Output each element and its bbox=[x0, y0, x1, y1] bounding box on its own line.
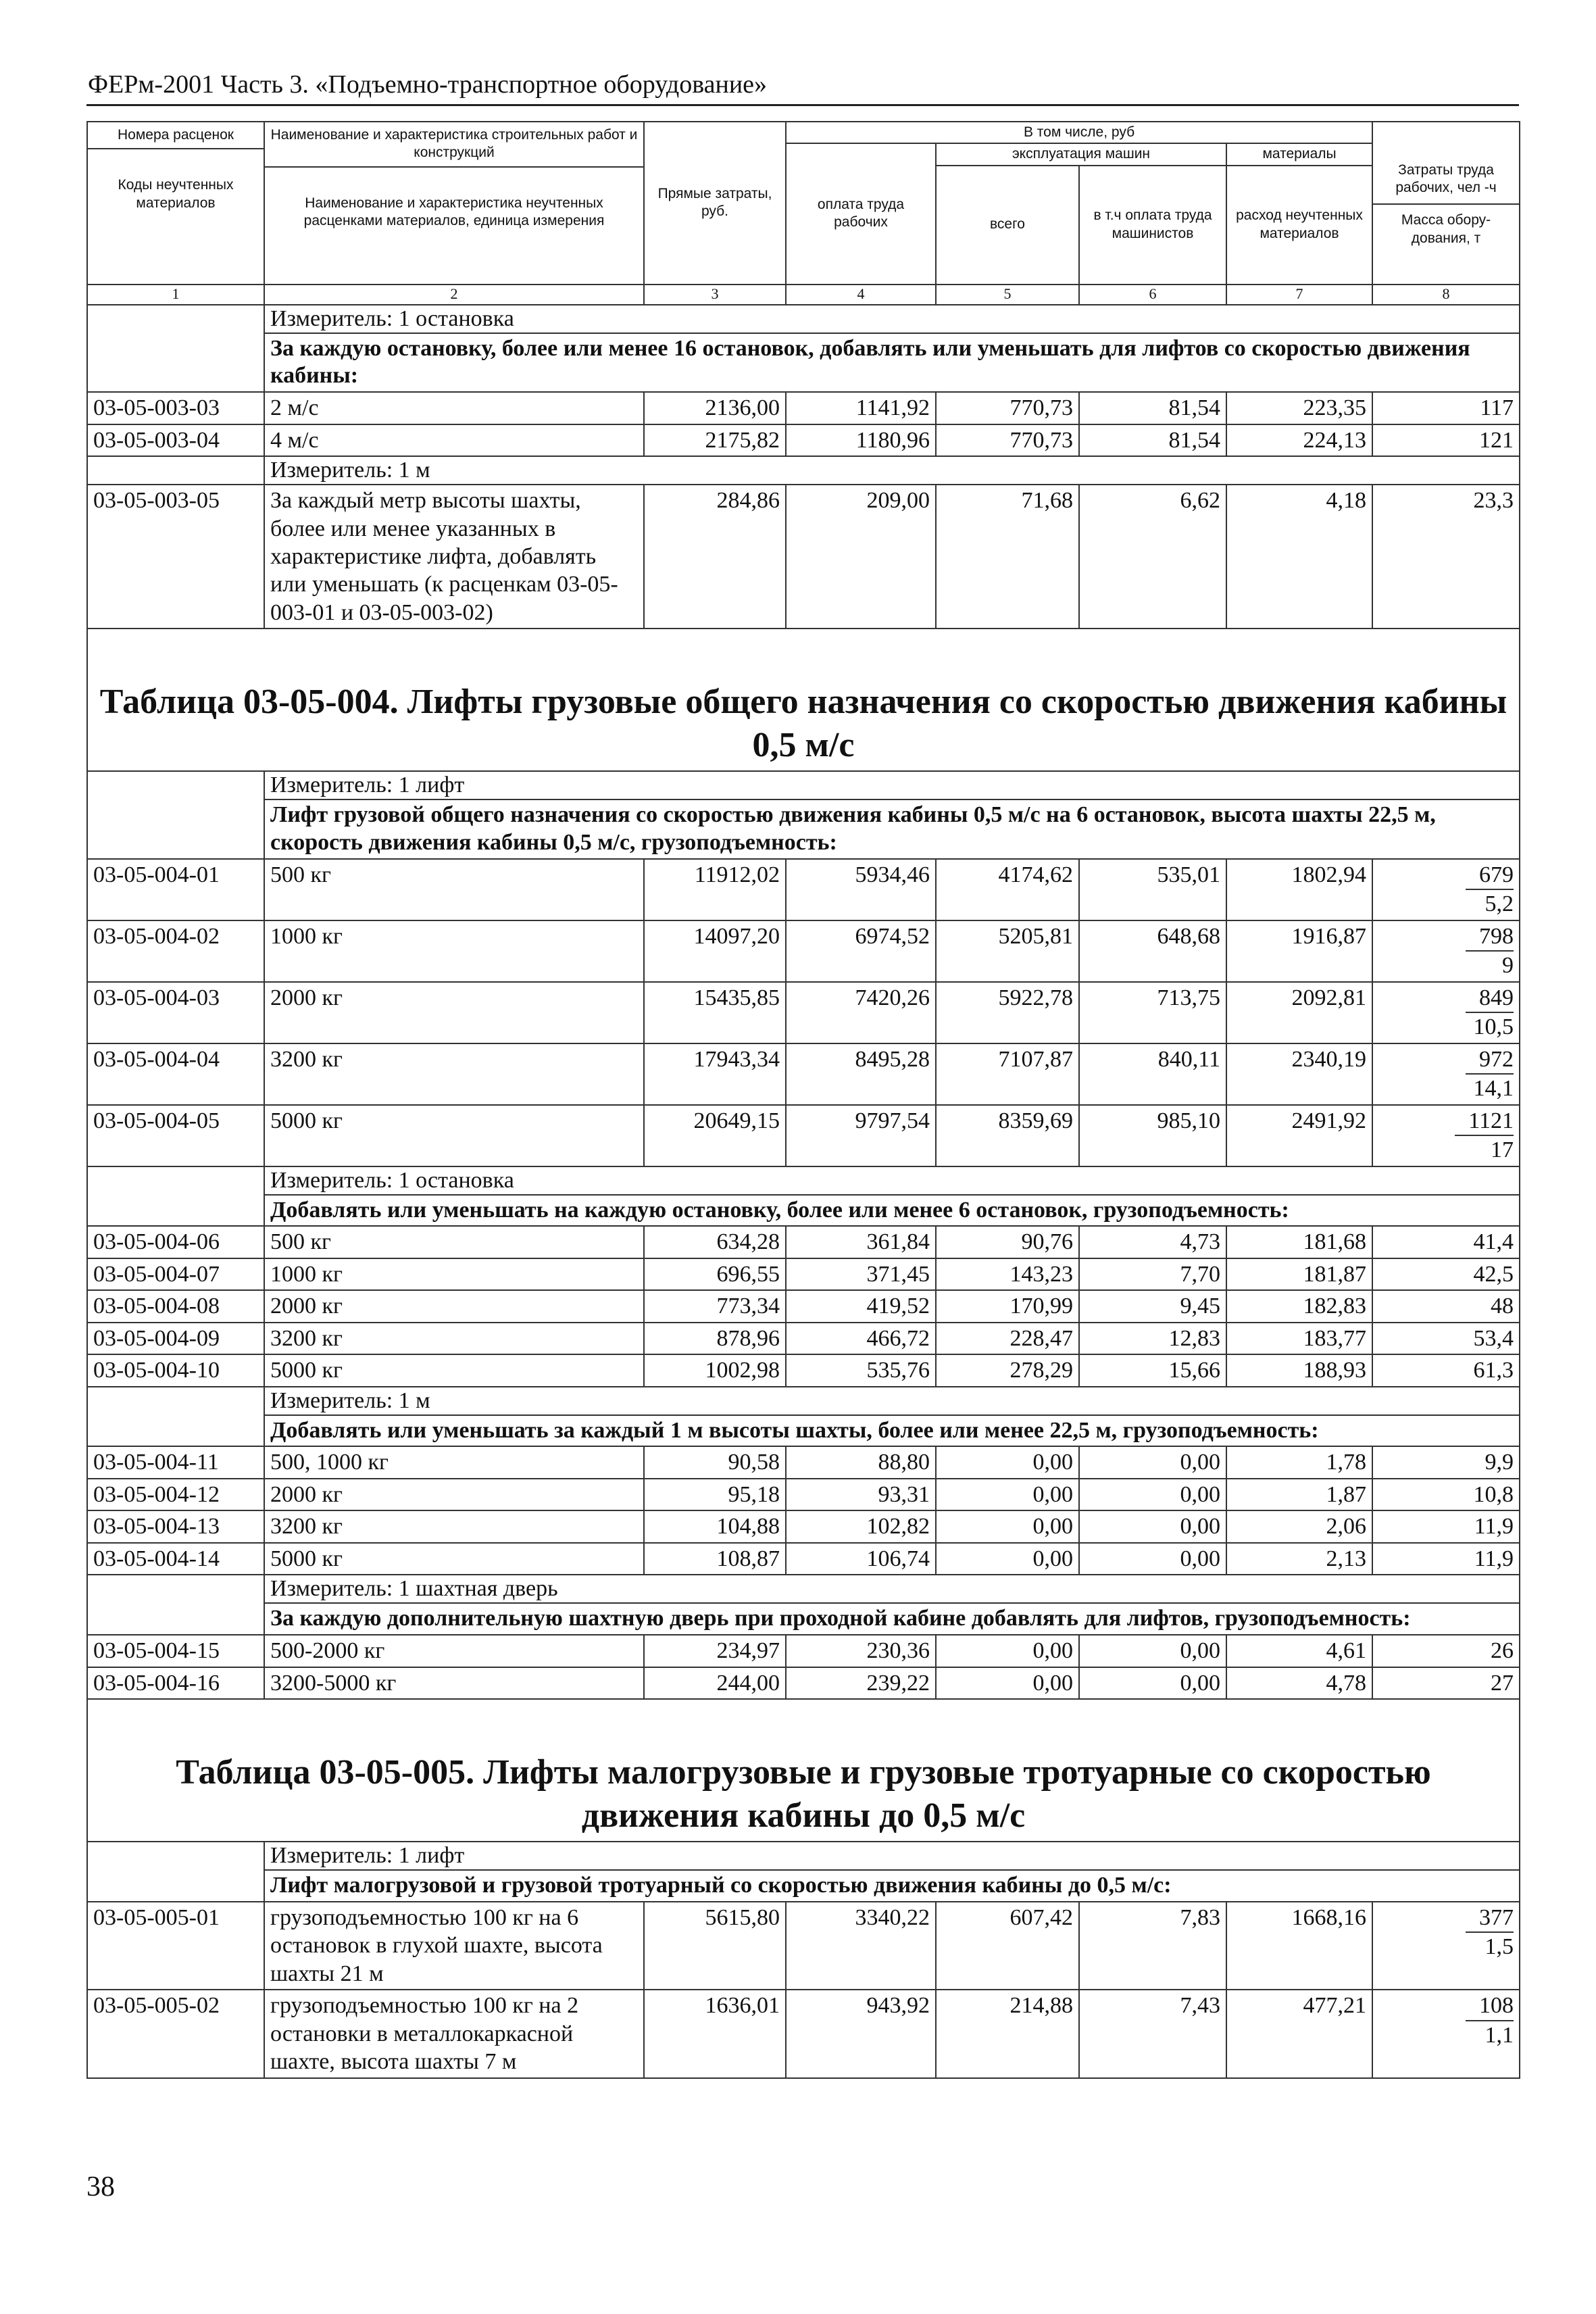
labor-hours: 108 bbox=[1466, 1992, 1514, 2021]
equipment-mass: 5,2 bbox=[1485, 891, 1514, 917]
work-name: 5000 кг bbox=[264, 1543, 644, 1575]
machine-cost: 607,42 bbox=[936, 1902, 1079, 1990]
col3-header: Прямые затраты, руб. bbox=[644, 122, 786, 285]
machinist-pay: 985,10 bbox=[1079, 1105, 1226, 1166]
machinist-pay: 12,83 bbox=[1079, 1323, 1226, 1354]
direct-cost: 244,00 bbox=[644, 1667, 786, 1699]
section-description: За каждую дополнительную шахтную дверь при проходной кабине добавлять для лифтов, грузоподъемность: bbox=[264, 1603, 1520, 1635]
col2-header-bottom: Наименование и характеристика неучтенных расценками материалов, единица измерения bbox=[303, 195, 605, 228]
machine-group-header: эксплуатация машин bbox=[936, 143, 1226, 165]
materials-cost: 223,35 bbox=[1226, 392, 1372, 424]
labor-pay: 209,00 bbox=[786, 485, 936, 629]
labor-hours: 11,9 bbox=[1372, 1510, 1520, 1542]
direct-cost: 15435,85 bbox=[644, 982, 786, 1043]
machine-cost: 0,00 bbox=[936, 1479, 1079, 1510]
materials-unaccounted-header: расход неучтенных материалов bbox=[1226, 166, 1372, 285]
table-row bbox=[87, 1354, 1520, 1386]
rate-code: 03-05-004-06 bbox=[87, 1226, 264, 1258]
rate-code: 03-05-004-13 bbox=[87, 1510, 264, 1542]
materials-cost: 4,18 bbox=[1226, 485, 1372, 629]
labor-hours: 9,9 bbox=[1372, 1446, 1520, 1478]
rate-code: 03-05-004-08 bbox=[87, 1290, 264, 1322]
equipment-mass: 1,5 bbox=[1485, 1934, 1514, 1960]
labor-mass-cell bbox=[1372, 920, 1520, 982]
rates-table bbox=[86, 121, 1520, 2079]
measure-label: Измеритель: 1 остановка bbox=[264, 1166, 1520, 1195]
materials-cost: 183,77 bbox=[1226, 1323, 1372, 1354]
rate-code: 03-05-004-09 bbox=[87, 1323, 264, 1354]
materials-cost: 2,13 bbox=[1226, 1543, 1372, 1575]
equipment-mass: 14,1 bbox=[1473, 1076, 1514, 1102]
col2-header-top: Наименование и характеристика строительных работ и конструкций bbox=[265, 122, 643, 168]
colnum-3: 3 bbox=[644, 285, 786, 305]
direct-cost: 1002,98 bbox=[644, 1354, 786, 1386]
machinist-pay: 0,00 bbox=[1079, 1510, 1226, 1542]
machinist-pay: 9,45 bbox=[1079, 1290, 1226, 1322]
machinist-pay: 0,00 bbox=[1079, 1635, 1226, 1667]
labor-pay: 1180,96 bbox=[786, 424, 936, 456]
machinist-pay: 0,00 bbox=[1079, 1543, 1226, 1575]
table-row bbox=[87, 1543, 1520, 1575]
work-name: 500 кг bbox=[264, 859, 644, 920]
table-row bbox=[87, 1479, 1520, 1510]
col8-header bbox=[1372, 122, 1520, 285]
labor-pay: 8495,28 bbox=[786, 1043, 936, 1105]
section-description: Лифт малогрузовой и грузовой тротуарный со скоростью движения кабины до 0,5 м/с: bbox=[264, 1870, 1520, 1902]
work-name: грузоподъемностью 100 кг на 6 остановок в глухой шахте, высота шахты 21 м bbox=[264, 1902, 644, 1990]
machine-cost: 4174,62 bbox=[936, 859, 1079, 920]
work-name: 2000 кг bbox=[264, 982, 644, 1043]
machine-cost: 0,00 bbox=[936, 1667, 1079, 1699]
direct-cost: 17943,34 bbox=[644, 1043, 786, 1105]
direct-cost: 2136,00 bbox=[644, 392, 786, 424]
labor-hours: 61,3 bbox=[1372, 1354, 1520, 1386]
labor-hours: 798 bbox=[1466, 922, 1514, 952]
machinist-pay: 4,73 bbox=[1079, 1226, 1226, 1258]
labor-hours: 11,9 bbox=[1372, 1543, 1520, 1575]
labor-mass-cell bbox=[1372, 982, 1520, 1043]
direct-cost: 90,58 bbox=[644, 1446, 786, 1478]
labor-mass-cell bbox=[1372, 859, 1520, 920]
machine-cost: 8359,69 bbox=[936, 1105, 1079, 1166]
machinist-pay: 0,00 bbox=[1079, 1446, 1226, 1478]
including-header: В том числе, руб bbox=[786, 122, 1372, 143]
machine-cost: 0,00 bbox=[936, 1543, 1079, 1575]
table-row bbox=[87, 1635, 1520, 1667]
labor-mass-cell bbox=[1372, 1105, 1520, 1166]
materials-cost: 1,78 bbox=[1226, 1446, 1372, 1478]
rate-code: 03-05-004-05 bbox=[87, 1105, 264, 1166]
labor-hours: 23,3 bbox=[1372, 485, 1520, 629]
mass-header: Масса обору- дования, т bbox=[1401, 212, 1491, 246]
measure-label: Измеритель: 1 лифт bbox=[264, 1842, 1520, 1870]
work-name: За каждый метр высоты шахты, более или менее указанных в характеристике лифта, добавлять или уменьшать (к расценкам 03-05-003-01 и 03-05-003-02) bbox=[264, 485, 644, 629]
labor-hours: 1121 bbox=[1455, 1107, 1514, 1136]
direct-cost: 1636,01 bbox=[644, 1990, 786, 2077]
work-name: 1000 кг bbox=[264, 1258, 644, 1290]
rate-code: 03-05-004-07 bbox=[87, 1258, 264, 1290]
machinist-pay: 713,75 bbox=[1079, 982, 1226, 1043]
work-name: 3200 кг bbox=[264, 1043, 644, 1105]
direct-cost: 14097,20 bbox=[644, 920, 786, 982]
machine-cost: 0,00 bbox=[936, 1446, 1079, 1478]
work-name: 5000 кг bbox=[264, 1354, 644, 1386]
work-name: 500-2000 кг bbox=[264, 1635, 644, 1667]
labor-hours: 972 bbox=[1466, 1045, 1514, 1075]
work-name: грузоподъемностью 100 кг на 2 остановки в металлокаркасной шахте, высота шахты 7 м bbox=[264, 1990, 644, 2077]
table-row bbox=[87, 1226, 1520, 1258]
machine-cost: 770,73 bbox=[936, 392, 1079, 424]
labor-hours: 10,8 bbox=[1372, 1479, 1520, 1510]
labor-pay: 361,84 bbox=[786, 1226, 936, 1258]
direct-cost: 234,97 bbox=[644, 1635, 786, 1667]
table-title: Таблица 03-05-005. Лифты малогрузовые и грузовые тротуарные со скоростью движения кабины до 0,5 м/с bbox=[87, 1743, 1520, 1842]
work-name: 1000 кг bbox=[264, 920, 644, 982]
machinist-pay: 0,00 bbox=[1079, 1667, 1226, 1699]
machine-cost: 228,47 bbox=[936, 1323, 1079, 1354]
colnum-1: 1 bbox=[87, 285, 264, 305]
rate-code: 03-05-005-02 bbox=[87, 1990, 264, 2077]
machine-cost: 5922,78 bbox=[936, 982, 1079, 1043]
machinist-pay: 648,68 bbox=[1079, 920, 1226, 982]
labor-hours: 121 bbox=[1372, 424, 1520, 456]
work-name: 3200 кг bbox=[264, 1323, 644, 1354]
labor-pay: 943,92 bbox=[786, 1990, 936, 2077]
machine-cost: 143,23 bbox=[936, 1258, 1079, 1290]
table-row bbox=[87, 1902, 1520, 1990]
rate-code: 03-05-004-16 bbox=[87, 1667, 264, 1699]
work-name: 3200 кг bbox=[264, 1510, 644, 1542]
machine-cost: 170,99 bbox=[936, 1290, 1079, 1322]
labor-hours: 377 bbox=[1466, 1904, 1514, 1933]
labor-cost-header: Затраты труда рабочих, чел -ч bbox=[1373, 152, 1519, 205]
direct-cost: 284,86 bbox=[644, 485, 786, 629]
materials-cost: 4,78 bbox=[1226, 1667, 1372, 1699]
labor-pay: 419,52 bbox=[786, 1290, 936, 1322]
rate-code: 03-05-004-12 bbox=[87, 1479, 264, 1510]
direct-cost: 2175,82 bbox=[644, 424, 786, 456]
col1-header bbox=[87, 122, 264, 285]
equipment-mass: 10,5 bbox=[1473, 1014, 1514, 1040]
machine-cost: 7107,87 bbox=[936, 1043, 1079, 1105]
table-title: Таблица 03-05-004. Лифты грузовые общего назначения со скоростью движения кабины 0,5 м/с bbox=[87, 672, 1520, 771]
colnum-4: 4 bbox=[786, 285, 936, 305]
labor-pay: 93,31 bbox=[786, 1479, 936, 1510]
labor-hours: 679 bbox=[1466, 861, 1514, 890]
machinist-pay: 15,66 bbox=[1079, 1354, 1226, 1386]
table-row bbox=[87, 424, 1520, 456]
rate-code: 03-05-003-04 bbox=[87, 424, 264, 456]
labor-pay-header: оплата труда рабочих bbox=[786, 143, 936, 284]
materials-cost: 1916,87 bbox=[1226, 920, 1372, 982]
table-row bbox=[87, 1990, 1520, 2077]
labor-pay: 3340,22 bbox=[786, 1902, 936, 1990]
labor-hours: 48 bbox=[1372, 1290, 1520, 1322]
work-name: 4 м/с bbox=[264, 424, 644, 456]
rate-code: 03-05-004-04 bbox=[87, 1043, 264, 1105]
colnum-8: 8 bbox=[1372, 285, 1520, 305]
machinist-pay: 81,54 bbox=[1079, 392, 1226, 424]
materials-cost: 2,06 bbox=[1226, 1510, 1372, 1542]
colnum-2: 2 bbox=[264, 285, 644, 305]
measure-label: Измеритель: 1 м bbox=[264, 456, 1520, 485]
materials-cost: 1,87 bbox=[1226, 1479, 1372, 1510]
materials-cost: 1802,94 bbox=[1226, 859, 1372, 920]
machine-cost: 5205,81 bbox=[936, 920, 1079, 982]
machinist-pay: 535,01 bbox=[1079, 859, 1226, 920]
labor-pay: 7420,26 bbox=[786, 982, 936, 1043]
labor-hours: 849 bbox=[1466, 984, 1514, 1013]
work-name: 500 кг bbox=[264, 1226, 644, 1258]
colnum-6: 6 bbox=[1079, 285, 1226, 305]
work-name: 2 м/с bbox=[264, 392, 644, 424]
direct-cost: 5615,80 bbox=[644, 1902, 786, 1990]
table-row bbox=[87, 1043, 1520, 1105]
machine-total-header: всего bbox=[936, 166, 1079, 285]
materials-cost: 477,21 bbox=[1226, 1990, 1372, 2077]
machine-cost: 71,68 bbox=[936, 485, 1079, 629]
rate-code: 03-05-004-15 bbox=[87, 1635, 264, 1667]
labor-pay: 239,22 bbox=[786, 1667, 936, 1699]
materials-cost: 224,13 bbox=[1226, 424, 1372, 456]
measure-label: Измеритель: 1 м bbox=[264, 1387, 1520, 1415]
column-number-row bbox=[87, 285, 1520, 305]
direct-cost: 634,28 bbox=[644, 1226, 786, 1258]
table-row bbox=[87, 1290, 1520, 1322]
work-name: 500, 1000 кг bbox=[264, 1446, 644, 1478]
equipment-mass: 17 bbox=[1491, 1137, 1514, 1163]
measure-label: Измеритель: 1 остановка bbox=[264, 305, 1520, 333]
work-name: 2000 кг bbox=[264, 1479, 644, 1510]
section-description: Добавлять или уменьшать на каждую остановку, более или менее 6 остановок, грузоподъемность: bbox=[264, 1195, 1520, 1227]
colnum-5: 5 bbox=[936, 285, 1079, 305]
labor-pay: 535,76 bbox=[786, 1354, 936, 1386]
labor-hours: 53,4 bbox=[1372, 1323, 1520, 1354]
direct-cost: 20649,15 bbox=[644, 1105, 786, 1166]
equipment-mass: 1,1 bbox=[1485, 2022, 1514, 2048]
direct-cost: 773,34 bbox=[644, 1290, 786, 1322]
rate-code: 03-05-003-03 bbox=[87, 392, 264, 424]
col2-header bbox=[264, 122, 644, 285]
table-row bbox=[87, 1105, 1520, 1166]
measure-label: Измеритель: 1 шахтная дверь bbox=[264, 1575, 1520, 1603]
direct-cost: 108,87 bbox=[644, 1543, 786, 1575]
section-description: За каждую остановку, более или менее 16 остановок, добавлять или уменьшать для лифтов со скоростью движения кабины: bbox=[264, 333, 1520, 393]
col1-header-bottom: Коды неучтенных материалов bbox=[118, 177, 234, 211]
table-row bbox=[87, 392, 1520, 424]
table-row bbox=[87, 485, 1520, 629]
rate-code: 03-05-004-10 bbox=[87, 1354, 264, 1386]
table-row bbox=[87, 1446, 1520, 1478]
materials-header: материалы bbox=[1226, 143, 1372, 165]
direct-cost: 878,96 bbox=[644, 1323, 786, 1354]
work-name: 2000 кг bbox=[264, 1290, 644, 1322]
table-row bbox=[87, 1258, 1520, 1290]
col1-header-top: Номера расценок bbox=[88, 122, 264, 149]
labor-mass-cell bbox=[1372, 1902, 1520, 1990]
machinist-pay: 7,83 bbox=[1079, 1902, 1226, 1990]
direct-cost: 104,88 bbox=[644, 1510, 786, 1542]
running-header: ФЕРм-2001 Часть 3. «Подъемно-транспортное оборудование» bbox=[86, 65, 1519, 106]
machinist-pay: 6,62 bbox=[1079, 485, 1226, 629]
materials-cost: 181,87 bbox=[1226, 1258, 1372, 1290]
rate-code: 03-05-004-14 bbox=[87, 1543, 264, 1575]
labor-mass-cell bbox=[1372, 1043, 1520, 1105]
materials-cost: 182,83 bbox=[1226, 1290, 1372, 1322]
machinists-header: в т.ч оплата труда машинистов bbox=[1079, 166, 1226, 285]
colnum-7: 7 bbox=[1226, 285, 1372, 305]
work-name: 3200-5000 кг bbox=[264, 1667, 644, 1699]
table-row bbox=[87, 1510, 1520, 1542]
labor-hours: 27 bbox=[1372, 1667, 1520, 1699]
table-row bbox=[87, 982, 1520, 1043]
materials-cost: 2491,92 bbox=[1226, 1105, 1372, 1166]
labor-pay: 88,80 bbox=[786, 1446, 936, 1478]
page-number: 38 bbox=[86, 2171, 115, 2202]
table-row bbox=[87, 1323, 1520, 1354]
labor-hours: 26 bbox=[1372, 1635, 1520, 1667]
section-description: Добавлять или уменьшать за каждый 1 м высоты шахты, более или менее 22,5 м, грузоподъемность: bbox=[264, 1415, 1520, 1447]
direct-cost: 95,18 bbox=[644, 1479, 786, 1510]
materials-cost: 2092,81 bbox=[1226, 982, 1372, 1043]
machinist-pay: 7,43 bbox=[1079, 1990, 1226, 2077]
labor-hours: 41,4 bbox=[1372, 1226, 1520, 1258]
labor-pay: 466,72 bbox=[786, 1323, 936, 1354]
labor-pay: 102,82 bbox=[786, 1510, 936, 1542]
machine-cost: 214,88 bbox=[936, 1990, 1079, 2077]
machinist-pay: 81,54 bbox=[1079, 424, 1226, 456]
materials-cost: 2340,19 bbox=[1226, 1043, 1372, 1105]
rate-code: 03-05-004-02 bbox=[87, 920, 264, 982]
equipment-mass: 9 bbox=[1502, 953, 1514, 979]
materials-cost: 188,93 bbox=[1226, 1354, 1372, 1386]
machine-cost: 0,00 bbox=[936, 1635, 1079, 1667]
machinist-pay: 840,11 bbox=[1079, 1043, 1226, 1105]
labor-pay: 9797,54 bbox=[786, 1105, 936, 1166]
table-header-row bbox=[87, 122, 1520, 143]
table-row bbox=[87, 859, 1520, 920]
labor-pay: 5934,46 bbox=[786, 859, 936, 920]
materials-cost: 181,68 bbox=[1226, 1226, 1372, 1258]
work-name: 5000 кг bbox=[264, 1105, 644, 1166]
labor-pay: 230,36 bbox=[786, 1635, 936, 1667]
machine-cost: 278,29 bbox=[936, 1354, 1079, 1386]
direct-cost: 696,55 bbox=[644, 1258, 786, 1290]
table-row bbox=[87, 1667, 1520, 1699]
machinist-pay: 7,70 bbox=[1079, 1258, 1226, 1290]
rate-code: 03-05-005-01 bbox=[87, 1902, 264, 1990]
labor-hours: 117 bbox=[1372, 392, 1520, 424]
machine-cost: 0,00 bbox=[936, 1510, 1079, 1542]
section-description: Лифт грузовой общего назначения со скоростью движения кабины 0,5 м/с на 6 остановок, высота шахты 22,5 м, скорость движения кабины 0,5 м/с, грузоподъемность: bbox=[264, 799, 1520, 859]
materials-cost: 1668,16 bbox=[1226, 1902, 1372, 1990]
rate-code: 03-05-004-11 bbox=[87, 1446, 264, 1478]
labor-hours: 42,5 bbox=[1372, 1258, 1520, 1290]
machinist-pay: 0,00 bbox=[1079, 1479, 1226, 1510]
labor-mass-cell bbox=[1372, 1990, 1520, 2077]
materials-cost: 4,61 bbox=[1226, 1635, 1372, 1667]
rate-code: 03-05-004-03 bbox=[87, 982, 264, 1043]
direct-cost: 11912,02 bbox=[644, 859, 786, 920]
labor-pay: 106,74 bbox=[786, 1543, 936, 1575]
rate-code: 03-05-003-05 bbox=[87, 485, 264, 629]
table-row bbox=[87, 920, 1520, 982]
machine-cost: 90,76 bbox=[936, 1226, 1079, 1258]
document-page bbox=[86, 65, 1519, 2079]
measure-label: Измеритель: 1 лифт bbox=[264, 771, 1520, 799]
machine-cost: 770,73 bbox=[936, 424, 1079, 456]
rate-code: 03-05-004-01 bbox=[87, 859, 264, 920]
labor-pay: 6974,52 bbox=[786, 920, 936, 982]
labor-pay: 1141,92 bbox=[786, 392, 936, 424]
labor-pay: 371,45 bbox=[786, 1258, 936, 1290]
